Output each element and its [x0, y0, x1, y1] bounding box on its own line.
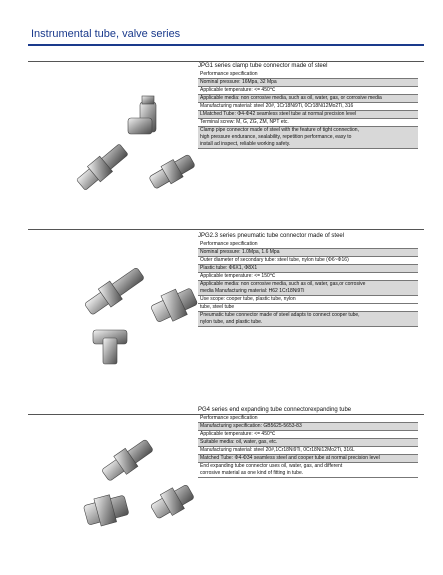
spec-row: Pneumatic tube connector made of steel adapts to connect cooper tube,	[198, 312, 418, 319]
spec-row: Matched Tube: Φ4-Φ34 seamless steel and cooper tube at normal precision level	[198, 455, 418, 463]
spec-row: tube, steel tube	[198, 304, 418, 312]
page-title: Instrumental tube, valve series	[31, 28, 181, 40]
spec-row: corrosive material as one kind of fitting in tube.	[198, 470, 418, 478]
title-rule	[28, 44, 424, 46]
male-connector-icon	[147, 151, 197, 191]
spec-row: Plastic tube: Φ6X1, Φ8X1	[198, 265, 418, 273]
spec-row: Nominal pressure: 16Mpa, 32 Mpa	[198, 79, 418, 87]
section-title: PG4 series end expanding tube connectorexpanding tube	[198, 407, 352, 413]
section-divider	[28, 229, 424, 230]
adapter-fitting-icon	[148, 481, 196, 523]
spec-row: Applicable temperature: <= 150℃	[198, 273, 418, 281]
section-jpg23	[198, 233, 418, 327]
product-photo-jpg1	[70, 94, 200, 204]
spec-row: Suitable media: oil, water, gas, etc.	[198, 439, 418, 447]
spec-row: install ad inspect, reliable working safety.	[198, 141, 418, 149]
section-pg4	[198, 407, 418, 478]
section-divider	[28, 61, 424, 62]
spec-row: Manufacturing specification: GB5625-5653-83	[198, 423, 418, 431]
spec-row: Manufacturing material: steel 20#, 1Cr18Ni9Ti, 0Cr18Ni12Mo2Ti, 316	[198, 103, 418, 111]
spec-row: Terminal screw: M, G, ZG, ZM, NPT etc.	[198, 119, 418, 127]
spec-row: Performance specification	[198, 415, 418, 423]
spec-row: Performance specification	[198, 241, 418, 249]
spec-row: Outer diameter of secondary tube: steel tube, nylon tube (Φ6~Φ16)	[198, 257, 418, 265]
tee-connector-icon	[93, 330, 127, 364]
expanding-fitting-icon	[99, 438, 156, 485]
section-title: JPG1 series clamp tube connector made of steel	[198, 63, 328, 69]
spec-row: nylon tube, and plastic tube.	[198, 319, 418, 327]
spec-row: Applicable temperature: <= 450℃	[198, 87, 418, 95]
straight-connector-icon	[82, 264, 147, 319]
spec-row: Nominal pressure: 1.0Mpa, 1.6 Mpa	[198, 249, 418, 257]
spec-row: Applicable temperature: <= 450℃	[198, 431, 418, 439]
spec-row: Clamp pipe connector made of steel with the feature of tight connection,	[198, 127, 418, 134]
spec-row: high pressure endurance, sealability, repetition performance, easy to	[198, 134, 418, 141]
spec-row: Applicable media: non corrosive media, such as oil, water, gas,or corrosive	[198, 281, 418, 288]
spec-row: Manufacturing material: steel 20#,1Cr18Ni9Ti, 0Cr18Ni12Mo2Ti, 316L	[198, 447, 418, 455]
section-jpg1	[198, 63, 418, 149]
union-fitting-icon	[74, 141, 130, 192]
product-photo-pg4	[72, 438, 202, 548]
spec-row: media Manufacturing material: H62 1Cr18Ni9Ti	[198, 288, 418, 296]
elbow-fitting-icon	[128, 96, 156, 134]
section-title: JPG2.3 series pneumatic tube connector made of steel	[198, 233, 345, 239]
nipple-fitting-icon	[82, 491, 130, 529]
spec-row: Performance specification	[198, 71, 418, 79]
hex-connector-icon	[148, 283, 200, 327]
spec-row: LMatched Tube: Φ4-Φ42 seamless steel tube at normal precision level	[198, 111, 418, 119]
product-photo-jpg23	[75, 262, 205, 372]
spec-row: Use scope: cooper tube, plastic tube, nylon	[198, 296, 418, 304]
spec-row: End expanding tube connector uses oil, water, gas, and different	[200, 463, 343, 469]
spec-row: Applicable media: non corrosive media, such as oil, water, gas, or corrosive media	[198, 95, 418, 103]
